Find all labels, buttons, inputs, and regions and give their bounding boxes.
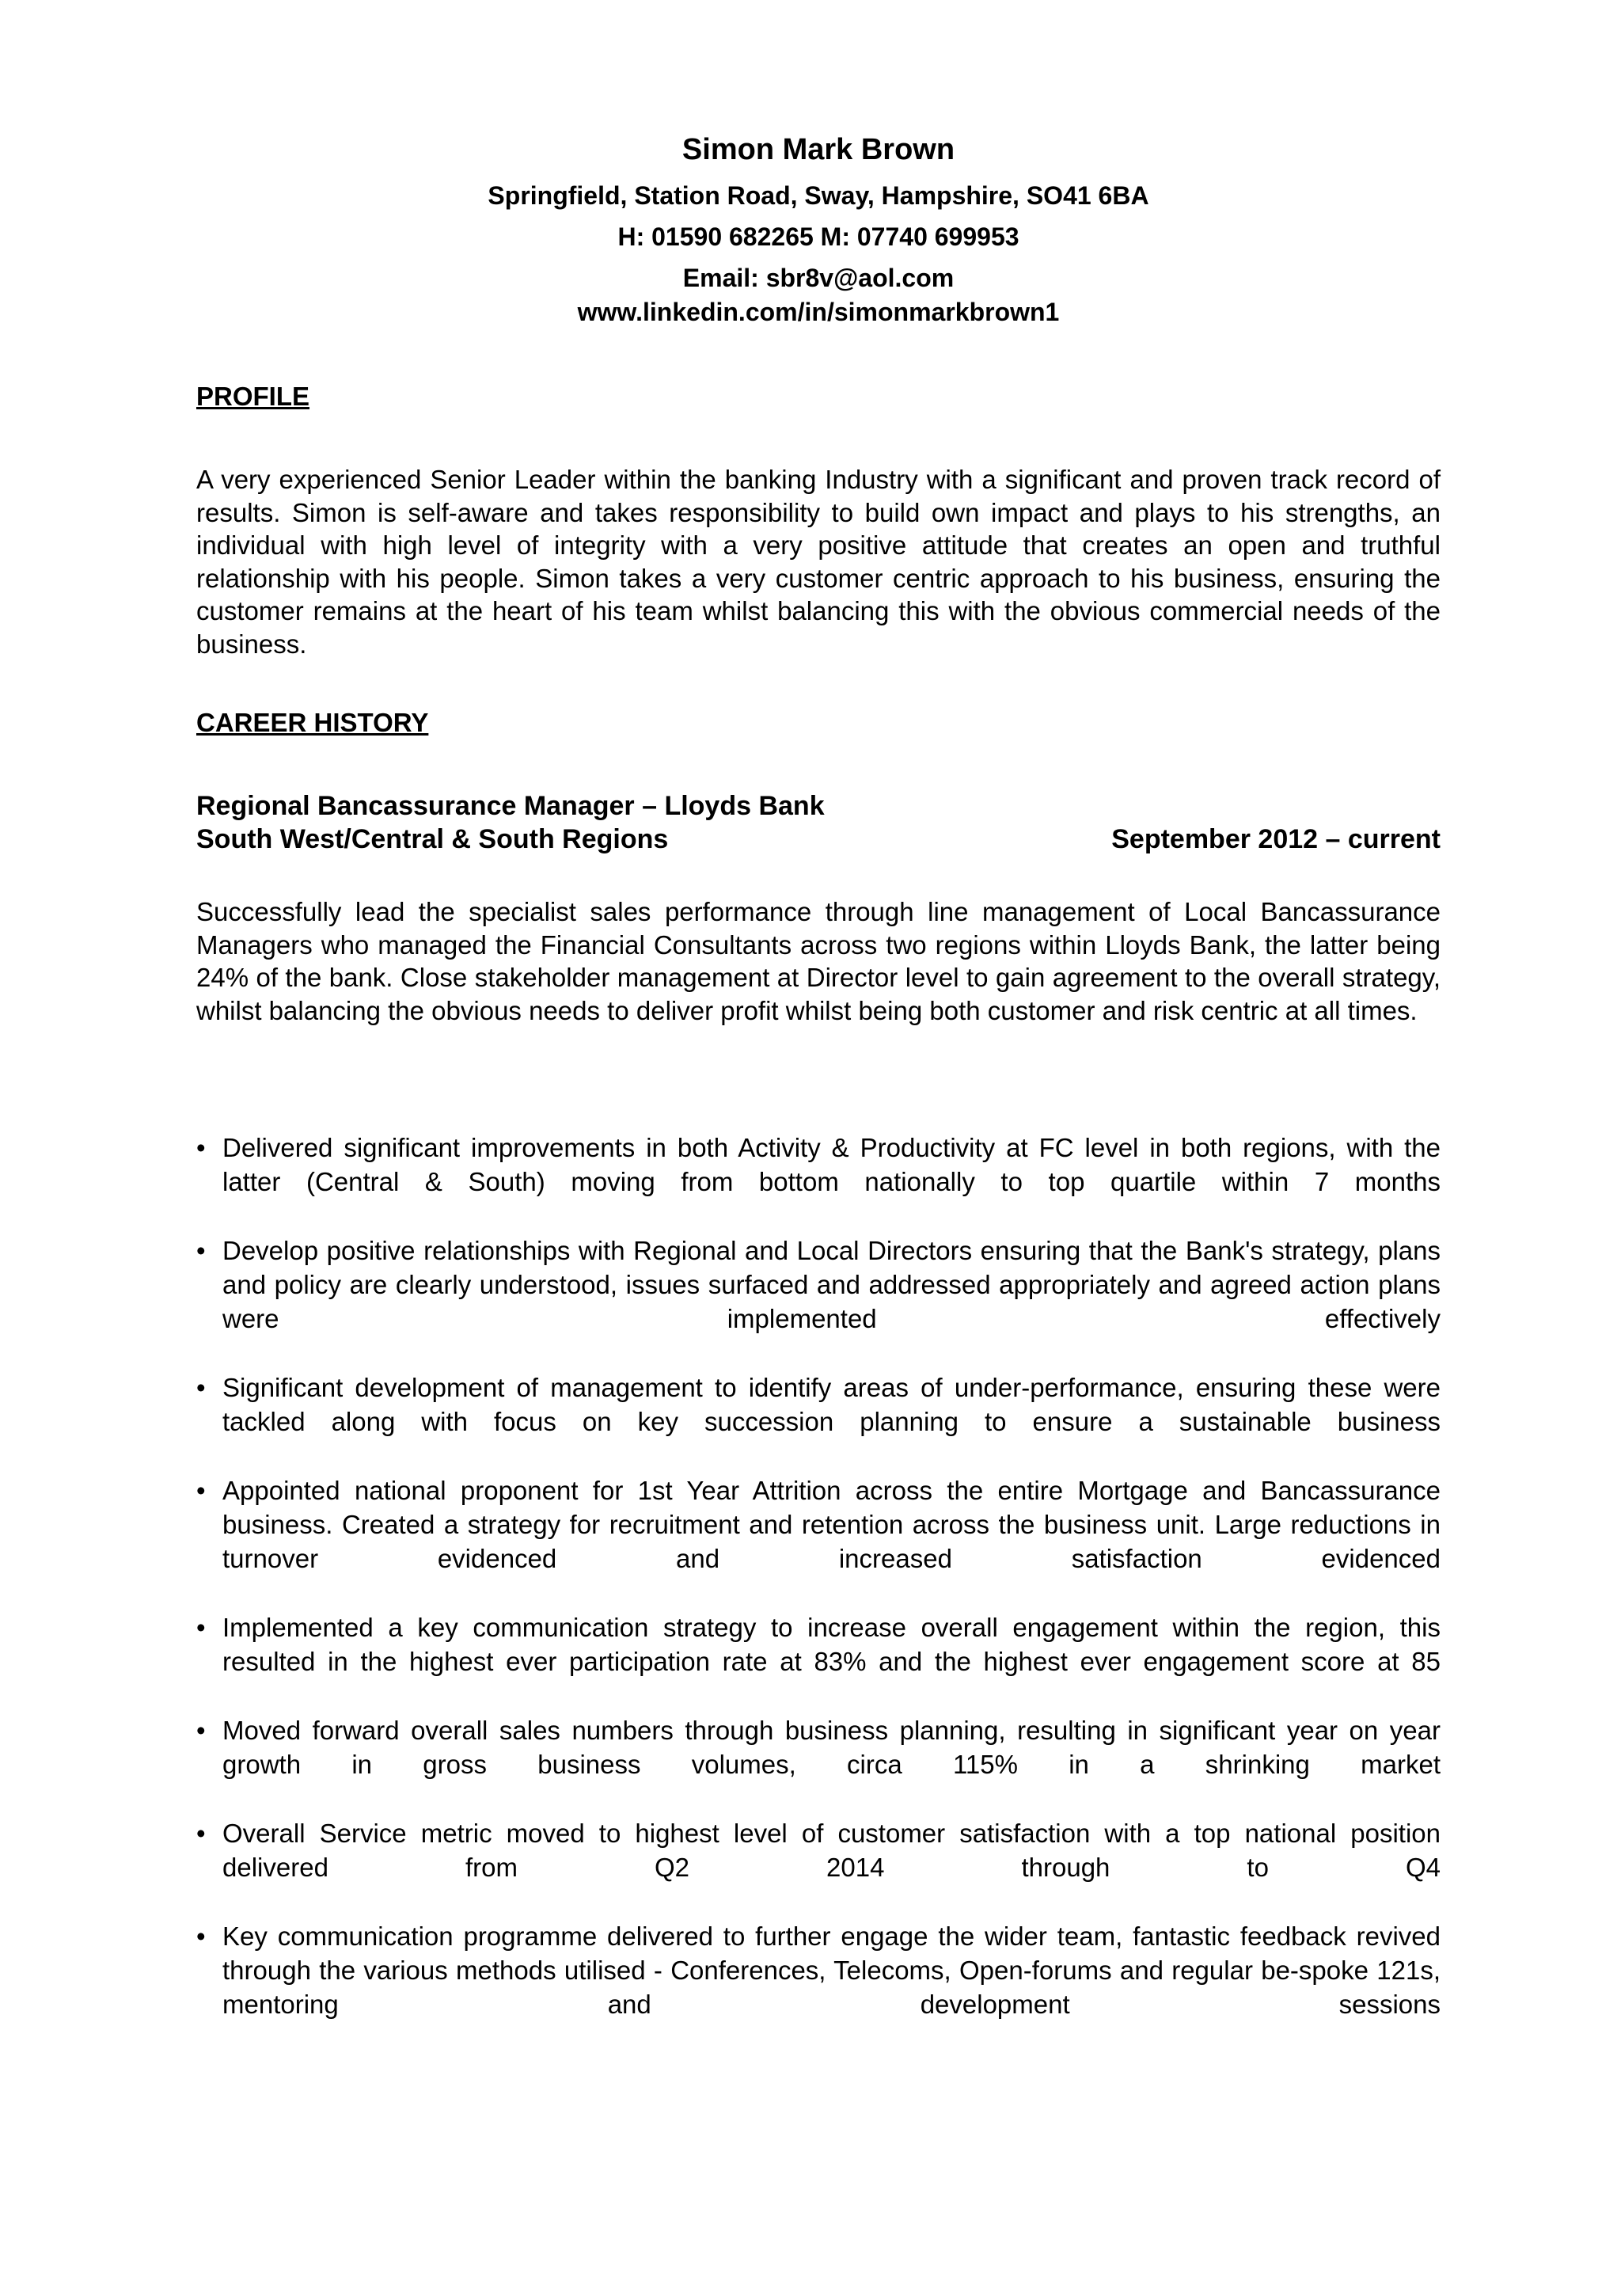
bullet-text: Appointed national proponent for 1st Year Attrition across the entire Mortgage and Bancassurance business. Created a strategy for recruitment and retention across the business unit. Large reductions in turnover evidenced and increased satisfaction evidenced (222, 1476, 1441, 1573)
bullet-text: Significant development of management to identify areas of under-performance, ensuring these were tackled along with focus on key succession planning to ensure a sustainable business (222, 1373, 1441, 1436)
bullet-icon: • (196, 1476, 206, 1505)
bullet-text: Implemented a key communication strategy to increase overall engagement within the region, this resulted in the highest ever participation rate at 83% and the highest ever engagement score at 85 (222, 1613, 1441, 1676)
bullet-text: Moved forward overall sales numbers through business planning, resulting in significant year on year growth in gross business volumes, circa 115% in a shrinking market (222, 1716, 1441, 1779)
list-item (196, 1131, 1441, 1199)
candidate-name: Simon Mark Brown (681, 133, 955, 166)
bullet-icon: • (196, 1613, 206, 1642)
bullet-text: Develop positive relationships with Regional and Local Directors ensuring that the Bank's strategy, plans and policy are clearly understood, issues surfaced and addressed appropriately and agreed action plans were implemented effectively (222, 1236, 1441, 1333)
list-item (196, 1816, 1441, 1884)
list-item (196, 1473, 1441, 1576)
linkedin-url: www.linkedin.com/in/simonmarkbrown1 (577, 298, 1060, 326)
email-address: Email: sbr8v@aol.com (682, 264, 955, 292)
list-item (196, 1234, 1441, 1336)
job-dates: September 2012 – current (1111, 824, 1441, 854)
achievement-list (196, 1131, 1441, 2056)
bullet-icon: • (196, 1236, 206, 1265)
list-item (196, 1919, 1441, 2021)
career-history-heading: CAREER HISTORY (196, 708, 429, 737)
bullet-icon: • (196, 1716, 206, 1745)
bullet-text: Key communication programme delivered to further engage the wider team, fantastic feedback revived through the various methods utilised - Conferences, Telecoms, Open-forums and regular be-spoke 121s, mentoring and development sessions (222, 1922, 1441, 2019)
role-intro: Successfully lead the specialist sales performance through line management of Local Bancassurance Managers who managed the Financial Consultants across two regions within Lloyds Bank, the latter being 24% of the bank. Close stakeholder management at Director level to gain agreement to the overall strategy, whilst balancing the obvious needs to deliver profit whilst being both customer and risk centric at all times. (196, 897, 1441, 1025)
bullet-text: Delivered significant improvements in both Activity & Productivity at FC level in both regions, with the latter (Central & South) moving from bottom nationally to top quartile within 7 months (222, 1133, 1441, 1196)
profile-text: A very experienced Senior Leader within the banking Industry with a significant and proven track record of results. Simon is self-aware and takes responsibility to build own impact and plays to his strengths, an individual with high level of integrity with a very positive attitude that creates an open and truthful relationship with his people. Simon takes a very customer centric approach to his business, ensuring the customer remains at the heart of his team whilst balancing this with the obvious commercial needs of the business. (196, 465, 1441, 659)
list-item (196, 1610, 1441, 1678)
list-item (196, 1370, 1441, 1439)
bullet-icon: • (196, 1819, 206, 1848)
address: Springfield, Station Road, Sway, Hampshire, SO41 6BA (488, 181, 1149, 210)
profile-heading: PROFILE (196, 382, 310, 411)
job-region: South West/Central & South Regions (196, 824, 669, 854)
phone-numbers: H: 01590 682265 M: 07740 699953 (617, 222, 1019, 251)
bullet-text: Overall Service metric moved to highest level of customer satisfaction with a top national position delivered from Q2 2014 through to Q4 (222, 1819, 1441, 1882)
list-item (196, 1713, 1441, 1781)
bullet-icon: • (196, 1133, 206, 1162)
bullet-icon: • (196, 1373, 206, 1402)
bullet-icon: • (196, 1922, 206, 1951)
job-title: Regional Bancassurance Manager – Lloyds Bank (196, 791, 825, 821)
